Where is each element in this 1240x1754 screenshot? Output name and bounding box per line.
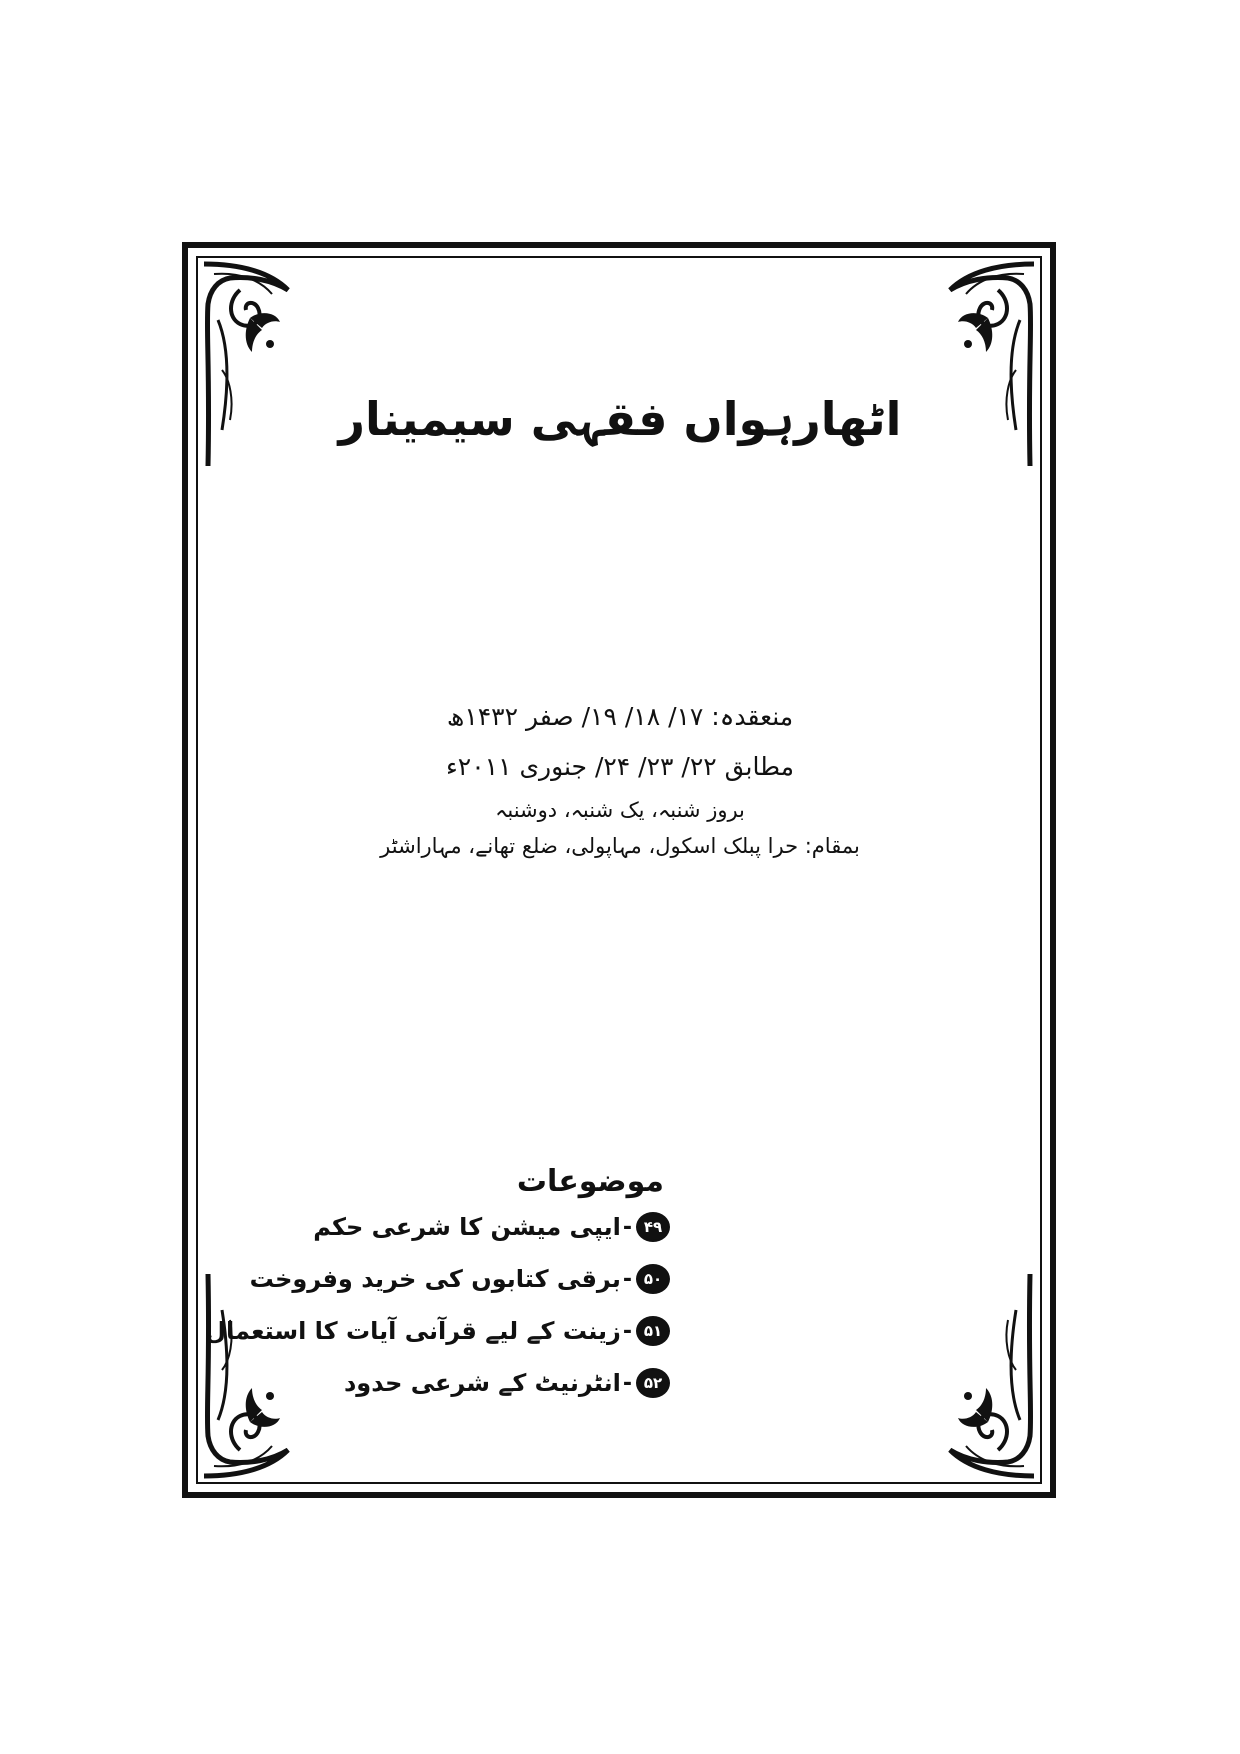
topic-item	[240, 1206, 670, 1248]
topic-dash: -	[622, 1318, 632, 1344]
corner-ornament-bottom-right	[918, 1270, 1038, 1480]
topic-item	[240, 1258, 670, 1300]
topic-item	[205, 1310, 670, 1352]
corresponding-dates: مطابق ۲۲/ ۲۳/ ۲۴/ جنوری ۲۰۱۱ء	[446, 752, 794, 781]
topics-heading: موضوعات	[516, 1164, 664, 1199]
topic-dash: -	[622, 1214, 632, 1240]
topic-item	[240, 1362, 670, 1404]
topic-dash: -	[622, 1266, 632, 1292]
seminar-days: بروز شنبہ، یک شنبہ، دوشنبہ	[495, 798, 745, 822]
topic-text: ایپی میشن کا شرعی حکم	[313, 1213, 621, 1241]
topics-section	[205, 1158, 670, 1414]
topic-text: برقی کتابوں کی خرید وفروخت	[249, 1265, 621, 1293]
seminar-details	[300, 692, 940, 864]
topic-dash: -	[622, 1370, 632, 1396]
topic-number-badge: ۵۰	[636, 1264, 670, 1294]
topic-text: زینت کے لیے قرآنی آیات کا استعمال	[205, 1317, 621, 1345]
topic-number-badge: ۵۱	[636, 1316, 670, 1346]
topic-number-badge: ۵۲	[636, 1368, 670, 1398]
topic-text: انٹرنیٹ کے شرعی حدود	[343, 1369, 621, 1397]
seminar-venue: بمقام: حرا پبلک اسکول، مہاپولی، ضلع تھانے، مہاراشٹر	[380, 834, 860, 858]
page-title: اٹھارہواں فقہی سیمینار	[338, 392, 902, 446]
held-dates: منعقدہ: ۱۷/ ۱۸/ ۱۹/ صفر ۱۴۳۲ھ	[446, 702, 794, 731]
topic-number-badge: ۴۹	[636, 1212, 670, 1242]
